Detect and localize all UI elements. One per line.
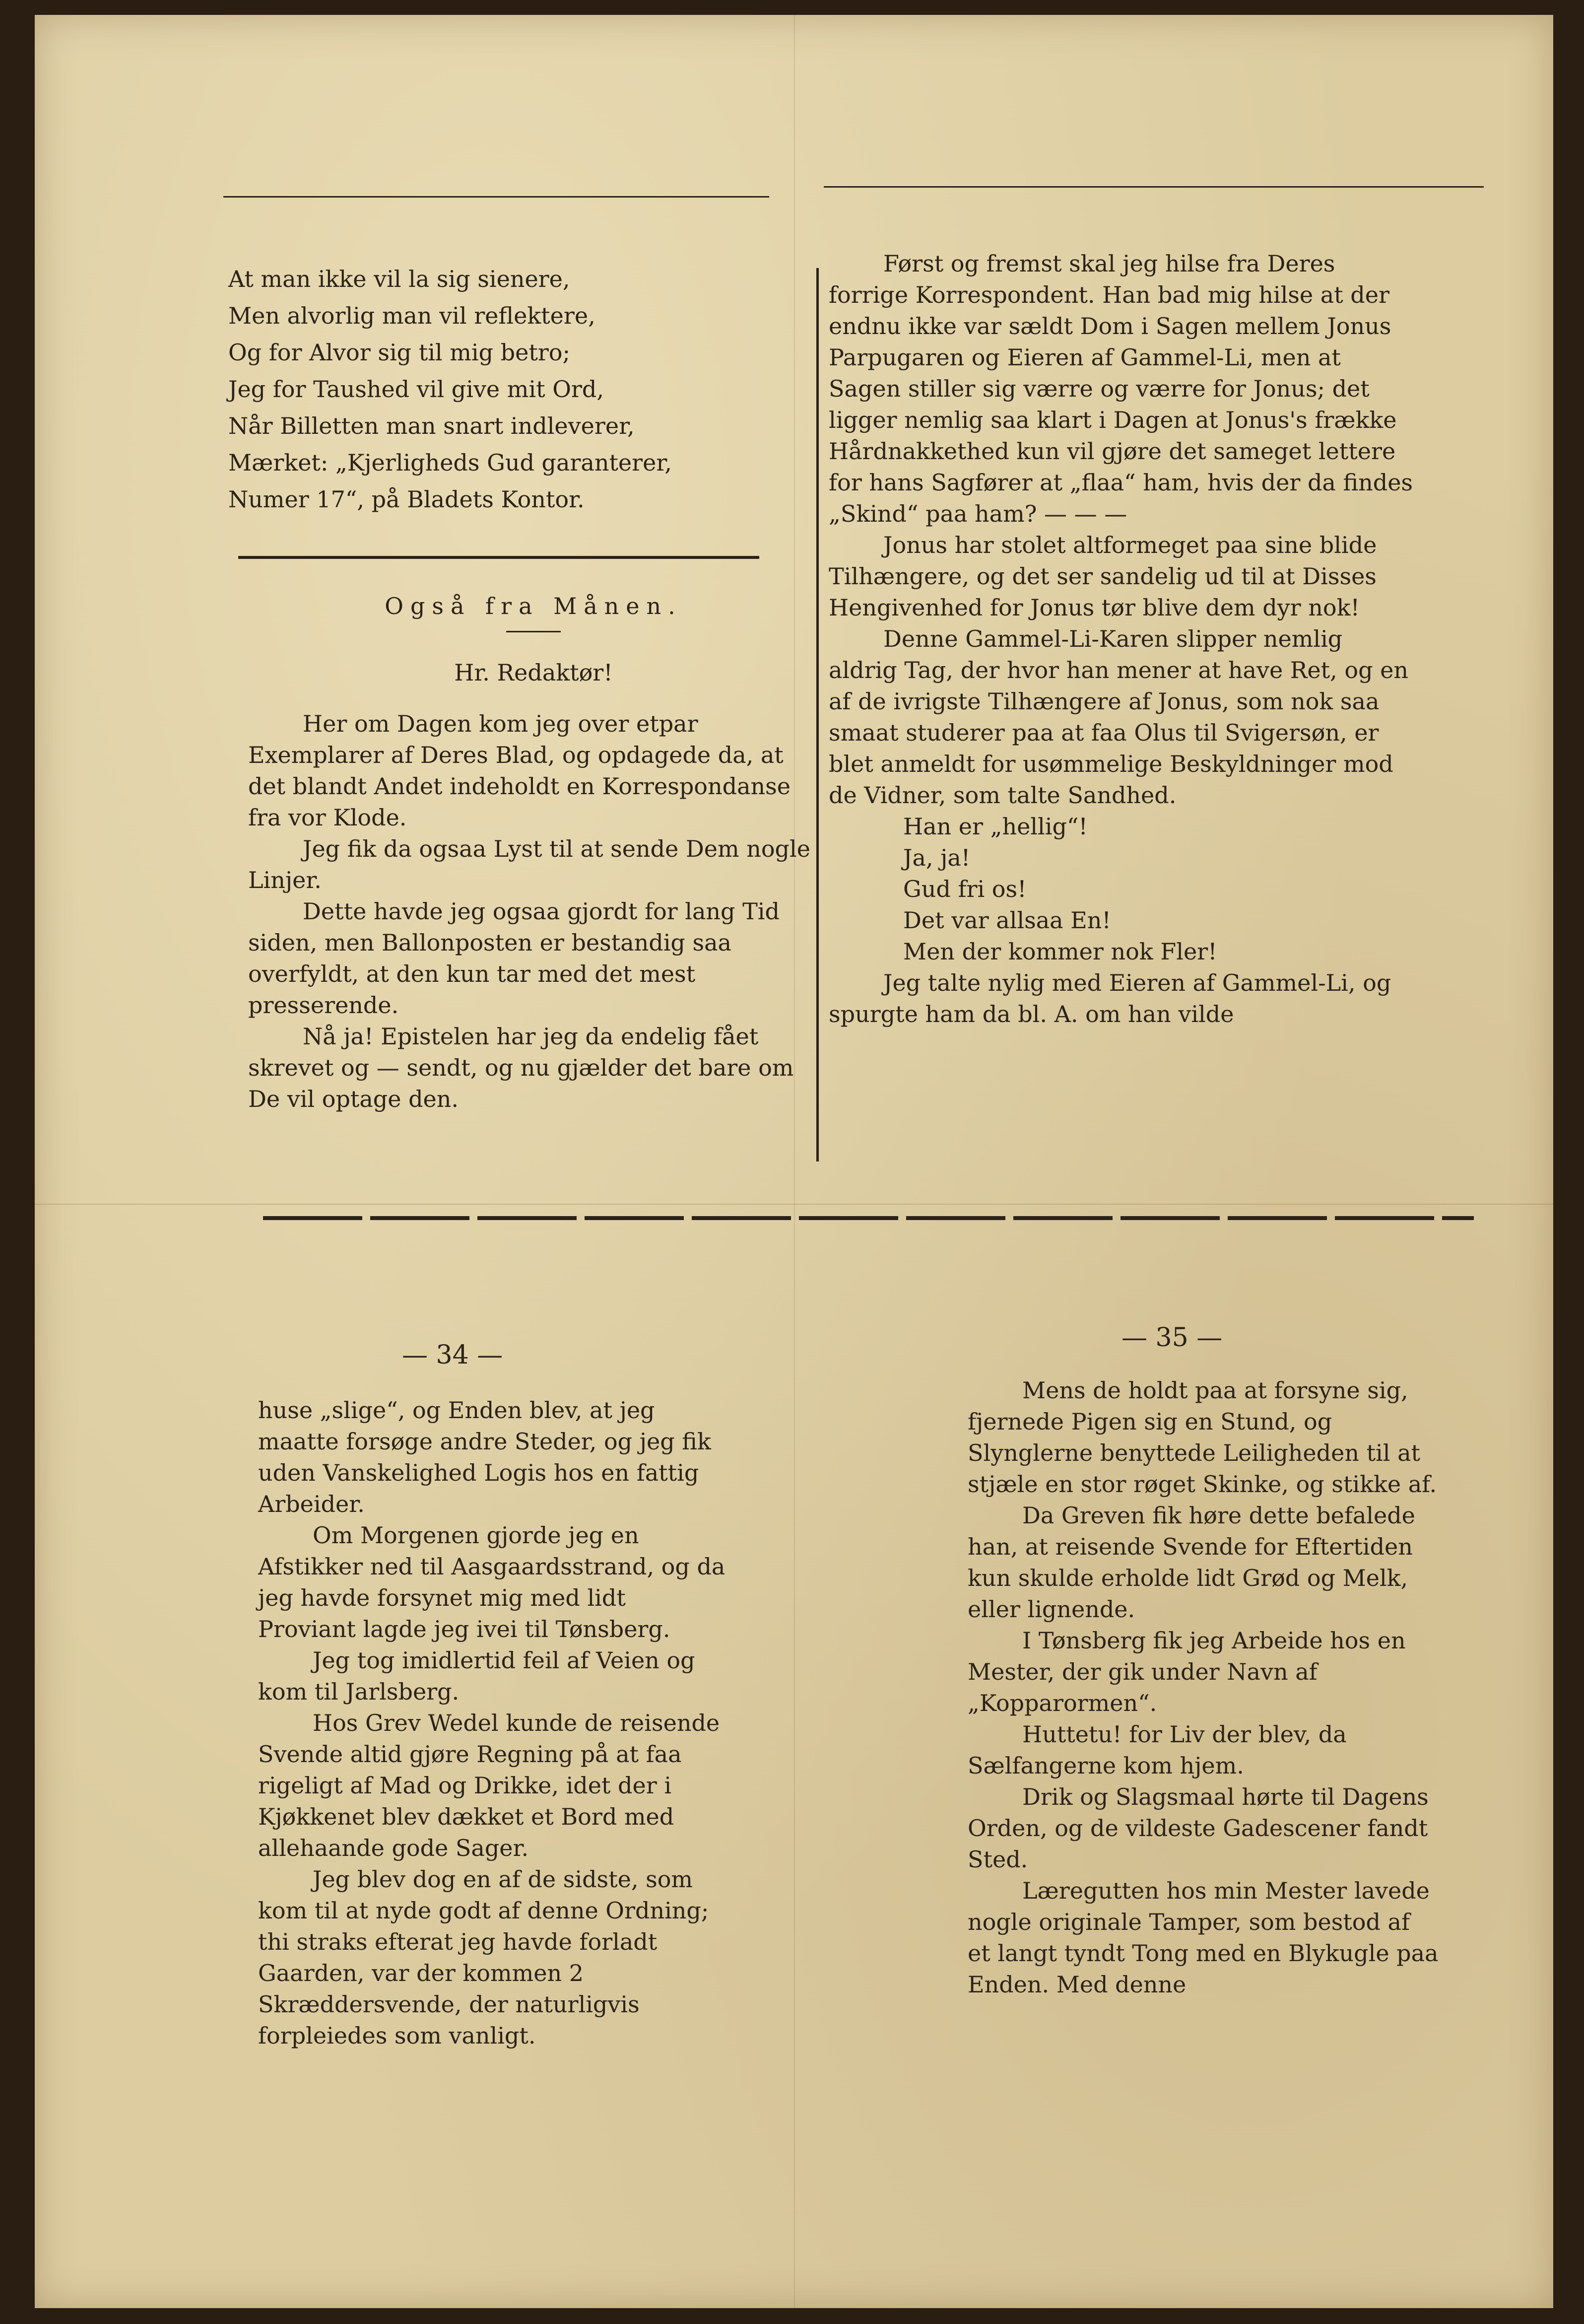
- page-35-text: [968, 1375, 1439, 2000]
- page-separator-rule: [263, 1216, 1474, 1220]
- top-right-rule: [824, 186, 1484, 188]
- paragraph: huse „slige“, og Enden blev, at jeg maatte forsøge andre Steder, og jeg fik uden Vanskelighed Logis hos en fattig Arbeider.: [258, 1397, 711, 1517]
- newspaper-sheet: [35, 15, 1553, 2308]
- paragraph: Nå ja! Epistelen har jeg da endelig fået skrevet og — sendt, og nu gjælder det bare om De vil optage den.: [248, 1023, 794, 1112]
- paragraph: Drik og Slagsmaal hørte til Dagens Orden, og de vildeste Gadescener fandt Sted.: [968, 1783, 1429, 1873]
- paragraph: Denne Gammel-Li-Karen slipper nemlig aldrig Tag, der hvor han mener at have Ret, og en af de ivrigste Tilhængere af Jonus, som nok saa smaat studerer paa at faa Olus til Svigersøn, er blet anmeldt for usømmelige Beskyldninger mod de Vidner, som talte Sandhed.: [829, 625, 1408, 809]
- paragraph: Jeg fik da ogsaa Lyst til at sende Dem nogle Linjer.: [248, 835, 810, 893]
- page-number-35: — 35 —: [1122, 1323, 1223, 1353]
- heading-ornament: [506, 631, 561, 632]
- article-column-right: [829, 248, 1414, 1030]
- top-left-rule: [223, 196, 769, 198]
- paragraph: Jeg blev dog en af de sidste, som kom til at nyde godt af denne Ordning; thi straks efterat jeg havde forladt Gaarden, var der kommen 2 Skræddersvende, der naturligvis forpleiedes som vanligt.: [258, 1866, 709, 2049]
- exclamation: Men der kommer nok Fler!: [903, 938, 1217, 965]
- paragraph: Huttetu! for Liv der blev, da Sælfangerne kom hjem.: [968, 1721, 1347, 1779]
- poem-stanza: [228, 261, 764, 518]
- exclamation: Ja, ja!: [903, 844, 971, 871]
- vertical-fold: [794, 15, 795, 2308]
- verse-line: Jeg for Taushed vil give mit Ord,: [228, 376, 604, 403]
- paragraph: Læregutten hos min Mester lavede nogle originale Tamper, som bestod af et langt tyndt Tong med en Blykugle paa Enden. Med denne: [968, 1877, 1439, 1998]
- exclamation: Han er „hellig“!: [903, 813, 1088, 840]
- verse-line: Mærket: „Kjerligheds Gud garanterer,: [228, 449, 672, 476]
- verse-line: Men alvorlig man vil reflektere,: [228, 302, 595, 329]
- page-number-34: — 34 —: [402, 1340, 503, 1370]
- verse-line: At man ikke vil la sig sienere,: [228, 266, 570, 292]
- verse-line: Numer 17“, på Bladets Kontor.: [228, 486, 585, 513]
- paragraph: I Tønsberg fik jeg Arbeide hos en Mester, der gik under Navn af „Kopparormen“.: [968, 1627, 1406, 1716]
- article-column-left: [248, 591, 819, 1115]
- article-heading: Også fra Månen.: [385, 593, 682, 619]
- paragraph: Jeg tog imidlertid feil af Veien og kom til Jarlsberg.: [258, 1647, 695, 1705]
- salutation: Hr. Redaktør!: [454, 659, 613, 686]
- section-separator: [238, 556, 759, 559]
- page-34-text: [258, 1395, 729, 2051]
- column-divider: [816, 268, 819, 1162]
- paragraph: Jeg talte nylig med Eieren af Gammel-Li, og spurgte ham da bl. A. om han vilde: [829, 969, 1391, 1027]
- paragraph: Om Morgenen gjorde jeg en Afstikker ned til Aasgaardsstrand, og da jeg havde forsynet mig med lidt Proviant lagde jeg ivei til Tønsberg.: [258, 1522, 726, 1642]
- exclamation: Gud fri os!: [903, 876, 1027, 902]
- verse-line: Og for Alvor sig til mig betro;: [228, 339, 570, 366]
- paragraph: Dette havde jeg ogsaa gjordt for lang Tid siden, men Ballonposten er bestandig saa overfyldt, at den kun tar med det mest presserende.: [248, 898, 780, 1019]
- paragraph: Her om Dagen kom jeg over etpar Exemplarer af Deres Blad, og opdagede da, at det blandt Andet indeholdt en Korrespondanse fra vor Klode.: [248, 710, 791, 831]
- paragraph: Hos Grev Wedel kunde de reisende Svende altid gjøre Regning på at faa rigeligt af Mad og Drikke, idet der i Kjøkkenet blev dækket et Bord med allehaande gode Sager.: [258, 1709, 720, 1861]
- verse-line: Når Billetten man snart indleverer,: [228, 412, 635, 439]
- paragraph: Først og fremst skal jeg hilse fra Deres forrige Korrespondent. Han bad mig hilse at der endnu ikke var sældt Dom i Sagen mellem Jonus Parpugaren og Eieren af Gammel-Li, men at Sagen stiller sig værre og værre for Jonus; det ligger nemlig saa klart i Dagen at Jonus's frække Hårdnakkethed kun vil gjøre det sameget lettere for hans Sagfører at „flaa“ ham, hvis der da findes „Skind“ paa ham? — — —: [829, 250, 1413, 527]
- exclamation: Det var allsaa En!: [903, 907, 1111, 934]
- paragraph: Da Greven fik høre dette befalede han, at reisende Svende for Eftertiden kun skulde erholde lidt Grød og Melk, eller lignende.: [968, 1502, 1415, 1623]
- paragraph: Jonus har stolet altformeget paa sine blide Tilhængere, og det ser sandelig ud til at Disses Hengivenhed for Jonus tør blive dem dyr nok!: [829, 532, 1377, 621]
- paragraph: Mens de holdt paa at forsyne sig, fjernede Pigen sig en Stund, og Slynglerne benyttede Leiligheden til at stjæle en stor røget Skinke, og stikke af.: [968, 1377, 1437, 1498]
